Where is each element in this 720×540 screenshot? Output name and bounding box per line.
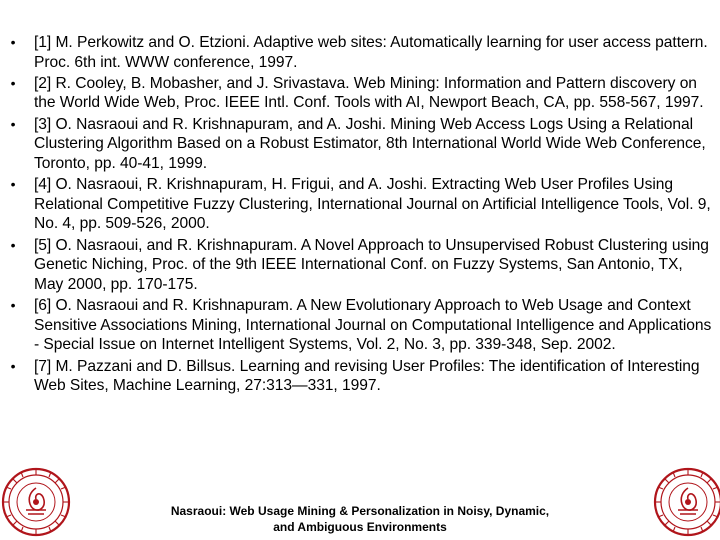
- reference-text: [3] O. Nasraoui and R. Krishnapuram, and A. Joshi. Mining Web Access Logs Using a Relational Clustering Algorithm Based on a Robust Estimator, 8th International World Wide Web Conference, Toronto, pp. 40-41, 1999.: [34, 115, 706, 172]
- reference-item: [6, 296, 714, 355]
- reference-text: [7] M. Pazzani and D. Billsus. Learning and revising User Profiles: The identification of Interesting Web Sites, Machine Learning, 27:313—331, 1997.: [34, 357, 700, 395]
- university-seal-icon: [0, 466, 72, 538]
- reference-list: [6, 33, 714, 398]
- bullet: •: [10, 297, 16, 314]
- bullet: •: [10, 115, 16, 132]
- footer-line: and Ambiguous Environments: [273, 520, 447, 534]
- reference-text: [6] O. Nasraoui and R. Krishnapuram. A New Evolutionary Approach to Web Usage and Context Sensitive Associations Mining, International Journal on Computational Intelligence and Applications - Special Issue on Internet Intelligent Systems, Vol. 2, No. 3, pp. 339-348, Sep. 2002.: [34, 297, 712, 354]
- bullet: •: [10, 236, 16, 253]
- reference-text: [1] M. Perkowitz and O. Etzioni. Adaptive web sites: Automatically learning for user access pattern. Proc. 6th int. WWW conference, 1997.: [34, 34, 708, 71]
- reference-item: [6, 175, 714, 234]
- reference-item: [6, 74, 714, 113]
- university-seal-icon: [652, 466, 720, 538]
- reference-text: [4] O. Nasraoui, R. Krishnapuram, H. Frigui, and A. Joshi. Extracting Web User Profiles Using Relational Competitive Fuzzy Clustering, International Journal on Artificial Intelligence Tools, Vol. 9, No. 4, pp. 509-526, 2000.: [34, 176, 711, 233]
- reference-text: [5] O. Nasraoui, and R. Krishnapuram. A Novel Approach to Unsupervised Robust Clustering using Genetic Niching, Proc. of the 9th IEEE International Conf. on Fuzzy Systems, San Antonio, TX, May 2000, pp. 170-175.: [34, 236, 709, 293]
- bullet: •: [10, 176, 16, 193]
- reference-item: [6, 236, 714, 295]
- reference-item: [6, 115, 714, 174]
- reference-item: [6, 357, 714, 396]
- bullet: •: [10, 357, 16, 374]
- bullet: •: [10, 74, 16, 91]
- bullet: •: [10, 34, 16, 50]
- reference-text: [2] R. Cooley, B. Mobasher, and J. Srivastava. Web Mining: Information and Pattern discovery on the World Wide Web, Proc. IEEE Intl. Conf. Tools with AI, Newport Beach, CA, pp. 558-567, 1997.: [34, 74, 704, 112]
- footer-line: Nasraoui: Web Usage Mining & Personalization in Noisy, Dynamic,: [170, 504, 550, 518]
- reference-item: [6, 33, 714, 72]
- slide-footer: [170, 503, 550, 535]
